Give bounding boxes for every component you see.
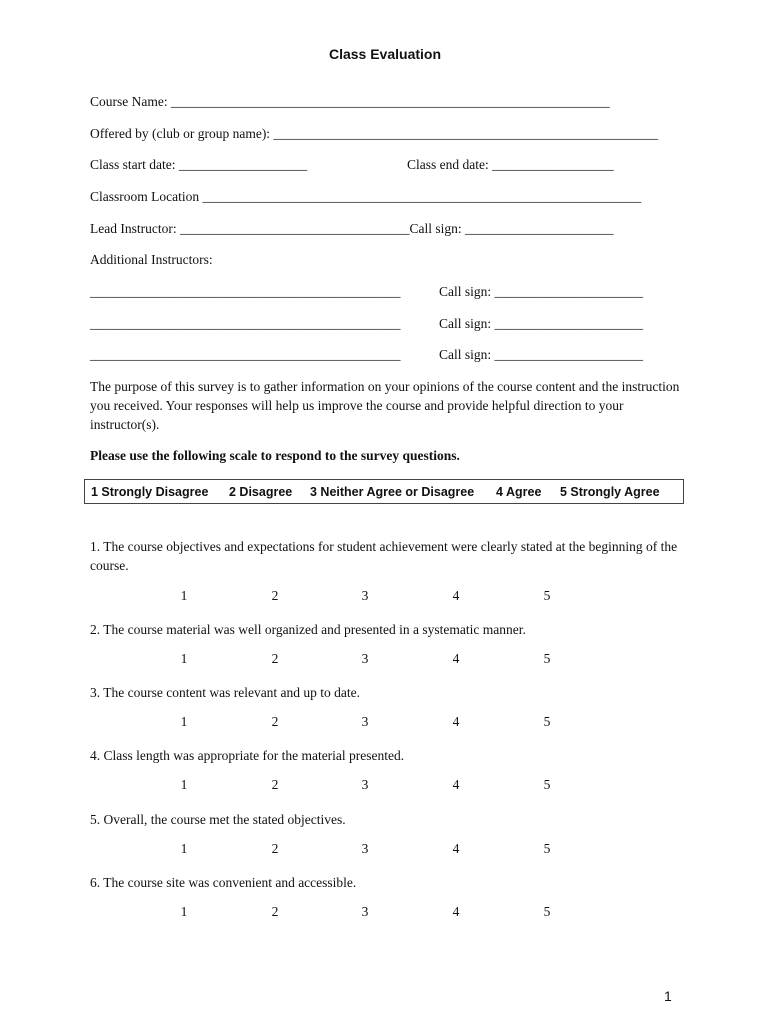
class-start-date-field[interactable]: Class start date: ___________________: [90, 157, 308, 172]
scale-item: 5 Strongly Agree: [560, 485, 660, 499]
rating-option[interactable]: 3: [361, 714, 369, 729]
rating-option[interactable]: 5: [543, 714, 551, 729]
additional-instructors-label: Additional Instructors:: [90, 252, 213, 267]
course-name-field[interactable]: Course Name: _________________________________________________________________: [90, 94, 610, 109]
rating-option[interactable]: 1: [180, 841, 188, 856]
additional-instructor-name-line[interactable]: ______________________________________________: [90, 316, 401, 331]
rating-option[interactable]: 4: [452, 651, 460, 666]
rating-option[interactable]: 2: [271, 651, 279, 666]
rating-option[interactable]: 3: [361, 904, 369, 919]
additional-instructor-call-sign[interactable]: Call sign: ______________________: [439, 284, 644, 299]
scale-instruction: Please use the following scale to respond to the survey questions.: [90, 448, 460, 463]
rating-scale-legend: [84, 479, 684, 504]
rating-option[interactable]: 2: [271, 841, 279, 856]
rating-option[interactable]: 2: [271, 904, 279, 919]
question-text: 3. The course content was relevant and up to date.: [90, 685, 361, 700]
page-title: Class Evaluation: [328, 46, 442, 62]
additional-instructor-name-line[interactable]: ______________________________________________: [90, 284, 401, 299]
rating-option[interactable]: 3: [361, 841, 369, 856]
rating-option[interactable]: 1: [180, 588, 188, 603]
scale-item: 3 Neither Agree or Disagree: [310, 485, 475, 499]
rating-option[interactable]: 4: [452, 777, 460, 792]
offered-by-field[interactable]: Offered by (club or group name): _________________________________________________________: [90, 126, 659, 141]
rating-option[interactable]: 2: [271, 777, 279, 792]
rating-option[interactable]: 4: [452, 588, 460, 603]
rating-option[interactable]: 2: [271, 714, 279, 729]
rating-option[interactable]: 1: [180, 777, 188, 792]
rating-option[interactable]: 3: [361, 651, 369, 666]
scale-item: 1 Strongly Disagree: [91, 485, 209, 499]
scale-item: 4 Agree: [496, 485, 542, 499]
rating-option[interactable]: 1: [180, 714, 188, 729]
rating-option[interactable]: 3: [361, 588, 369, 603]
question-text: 6. The course site was convenient and accessible.: [90, 875, 357, 890]
rating-option[interactable]: 5: [543, 651, 551, 666]
question-text: 4. Class length was appropriate for the material presented.: [90, 748, 405, 763]
additional-instructor-call-sign[interactable]: Call sign: ______________________: [439, 316, 644, 331]
rating-option[interactable]: 1: [180, 904, 188, 919]
classroom-location-field[interactable]: Classroom Location _________________________________________________________________: [90, 189, 642, 204]
rating-option[interactable]: 4: [452, 714, 460, 729]
rating-option[interactable]: 2: [271, 588, 279, 603]
lead-instructor-field[interactable]: Lead Instructor: __________________________________Call sign: ______________________: [90, 221, 614, 236]
purpose-paragraph: The purpose of this survey is to gather information on your opinions of the course content and the instruction you received. Your responses will help us improve the course and provide helpful direction to your instructor(s).: [90, 379, 680, 432]
rating-option[interactable]: 5: [543, 588, 551, 603]
rating-option[interactable]: 5: [543, 841, 551, 856]
rating-option[interactable]: 5: [543, 777, 551, 792]
page-number: 1: [664, 988, 672, 1004]
question-text: 1. The course objectives and expectations for student achievement were clearly stated at the beginning of the course.: [90, 539, 678, 573]
additional-instructor-name-line[interactable]: ______________________________________________: [90, 347, 401, 362]
class-end-date-field[interactable]: Class end date: __________________: [407, 157, 614, 172]
question-text: 2. The course material was well organized and presented in a systematic manner.: [90, 622, 526, 637]
scale-item: 2 Disagree: [229, 485, 293, 499]
rating-option[interactable]: 5: [543, 904, 551, 919]
rating-option[interactable]: 1: [180, 651, 188, 666]
rating-option[interactable]: 4: [452, 841, 460, 856]
additional-instructor-call-sign[interactable]: Call sign: ______________________: [439, 347, 644, 362]
question-text: 5. Overall, the course met the stated objectives.: [90, 812, 346, 827]
rating-option[interactable]: 4: [452, 904, 460, 919]
rating-option[interactable]: 3: [361, 777, 369, 792]
